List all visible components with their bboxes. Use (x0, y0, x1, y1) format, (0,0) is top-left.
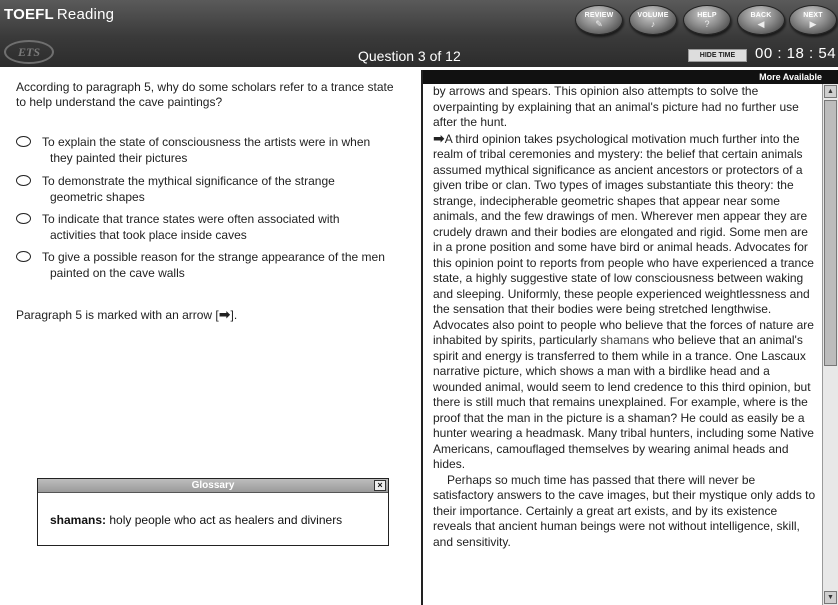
glossary-definition: holy people who act as healers and diviners (109, 513, 343, 527)
answer-option-line: they painted their pictures (50, 151, 188, 165)
glossary-popup (37, 478, 389, 546)
back-button[interactable] (737, 5, 785, 35)
paragraph-marker-period: . (233, 308, 238, 322)
passage-paragraph: by arrows and spears. This opinion also attempts to solve the overpainting by explaining that an animal's picture had no further use after the hunt. (433, 84, 799, 129)
volume-icon: ♪ (650, 19, 656, 29)
answer-option-line: activities that took place inside caves (50, 228, 247, 242)
answer-option-1[interactable] (16, 134, 416, 166)
top-toolbar (0, 0, 838, 67)
question-prompt: According to paragraph 5, why do some scholars refer to a trance state to help understand the cave paintings? (16, 80, 394, 109)
answer-option-line: To indicate that trance states were often associated with (42, 212, 340, 226)
answer-option-line: painted on the cave walls (50, 266, 185, 280)
paragraph-marker-text: Paragraph 5 is marked with an arrow (16, 308, 213, 322)
answer-option-3[interactable] (16, 211, 416, 243)
answer-option-text (42, 249, 416, 281)
glossary-title-bar[interactable] (38, 479, 388, 493)
answer-option-line: To give a possible reason for the strange appearance of the men (42, 250, 385, 264)
passage-text: who believe that an animal's spirit and energy is transferred to them while in a trance. One Lascaux narrative picture, which shows a man with a birdlike head and a wounded animal, would seem to lend credence to this third opinion, but there is still much that remains unexplained. For example, where is the proof that the man in the picture is a shaman? He could as easily be a hunter wearing a headmask. Many tribal hunters, including some Native Americans, camouflaged themselves by wearing animal heads and hides. (433, 333, 814, 471)
volume-button-label: VOLUME (637, 12, 669, 19)
back-button-label: BACK (750, 12, 772, 19)
passage-text: A third opinion takes psychological motivation much further into the realm of tribal ceremonies and mystery: the belief that certain animals assumed mythical significance as ancient ancestors or protectors of a given tribe or clan. Two types of images substantiate this theory: the strange, indecipherable geometric shapes that appear near some animals, and the few drawings of men. Wherever men appear they are crudely drawn and their bodies are elongated and rigid. Some men are in a prone position and some have bird or animal heads. Advocates for this opinion point to reports from people who have experienced a trance state, a highly suggestive state of low consciousness between waking and sleeping. Uniformly, these people experienced weightlessness and the sensation that their bodies were being stretched lengthwise. Advocates also point to people who believe that the forces of nature are inhabited by spirits, particularly (433, 131, 814, 347)
review-button-label: REVIEW (584, 12, 614, 19)
glossary-title: Glossary (191, 480, 235, 491)
answer-option-line: geometric shapes (50, 190, 145, 204)
answer-option-text (42, 211, 416, 243)
passage-paragraph-5 (433, 131, 818, 473)
close-icon[interactable]: × (374, 480, 386, 491)
help-button-label: HELP (697, 12, 717, 19)
radio-button[interactable] (16, 213, 31, 224)
answer-option-2[interactable] (16, 173, 416, 205)
next-button-label: NEXT (803, 12, 823, 19)
radio-button[interactable] (16, 175, 31, 186)
answer-option-line: To explain the state of consciousness the artists were in when (42, 135, 371, 149)
ets-logo: ETS (4, 40, 54, 64)
next-arrow-icon: ▶ (809, 19, 817, 29)
more-available-bar: More Available (423, 70, 838, 84)
answer-option-line: To demonstrate the mythical significance of the strange (42, 174, 335, 188)
answer-option-4[interactable] (16, 249, 416, 281)
section-name: Reading (56, 6, 115, 23)
answer-option-text (42, 134, 416, 166)
scrollbar-thumb[interactable] (824, 100, 837, 366)
passage-panel (423, 70, 838, 605)
question-counter: Question 3 of 12 (358, 48, 461, 64)
passage-scrollbar[interactable] (822, 84, 838, 605)
hide-time-button[interactable]: HIDE TIME (688, 49, 747, 62)
app-title (4, 6, 114, 23)
question-panel (0, 70, 421, 605)
radio-button[interactable] (16, 251, 31, 262)
right-arrow-icon: ➡ (433, 129, 445, 146)
review-button[interactable] (575, 5, 623, 35)
scroll-up-icon[interactable]: ▲ (824, 85, 837, 98)
glossary-entry (50, 513, 342, 527)
volume-button[interactable] (629, 5, 677, 35)
next-button[interactable] (789, 5, 837, 35)
glossary-term: shamans: (50, 513, 107, 527)
review-icon: ✎ (595, 19, 603, 29)
help-button[interactable] (683, 5, 731, 35)
back-arrow-icon: ◀ (757, 19, 765, 29)
app-name: TOEFL (4, 6, 54, 23)
radio-button[interactable] (16, 136, 31, 147)
countdown-timer: 00 : 18 : 54 (755, 45, 837, 62)
answer-option-text (42, 173, 416, 205)
help-icon: ? (704, 19, 710, 29)
reading-passage (433, 84, 818, 550)
paragraph-marker-note: Paragraph 5 is marked with an arrow [➡]. (16, 306, 238, 322)
scroll-down-icon[interactable]: ▼ (824, 591, 837, 604)
passage-paragraph: Perhaps so much time has passed that there will never be satisfactory answers to the cave images, but their mystique only adds to their importance. Certainly a great art exists, and by its existence reveals that ancient human beings were not without intelligence, skill, and sensitivity. (433, 472, 816, 549)
right-arrow-icon: ➡ (218, 306, 231, 322)
glossary-term-link[interactable]: shamans (600, 333, 650, 347)
